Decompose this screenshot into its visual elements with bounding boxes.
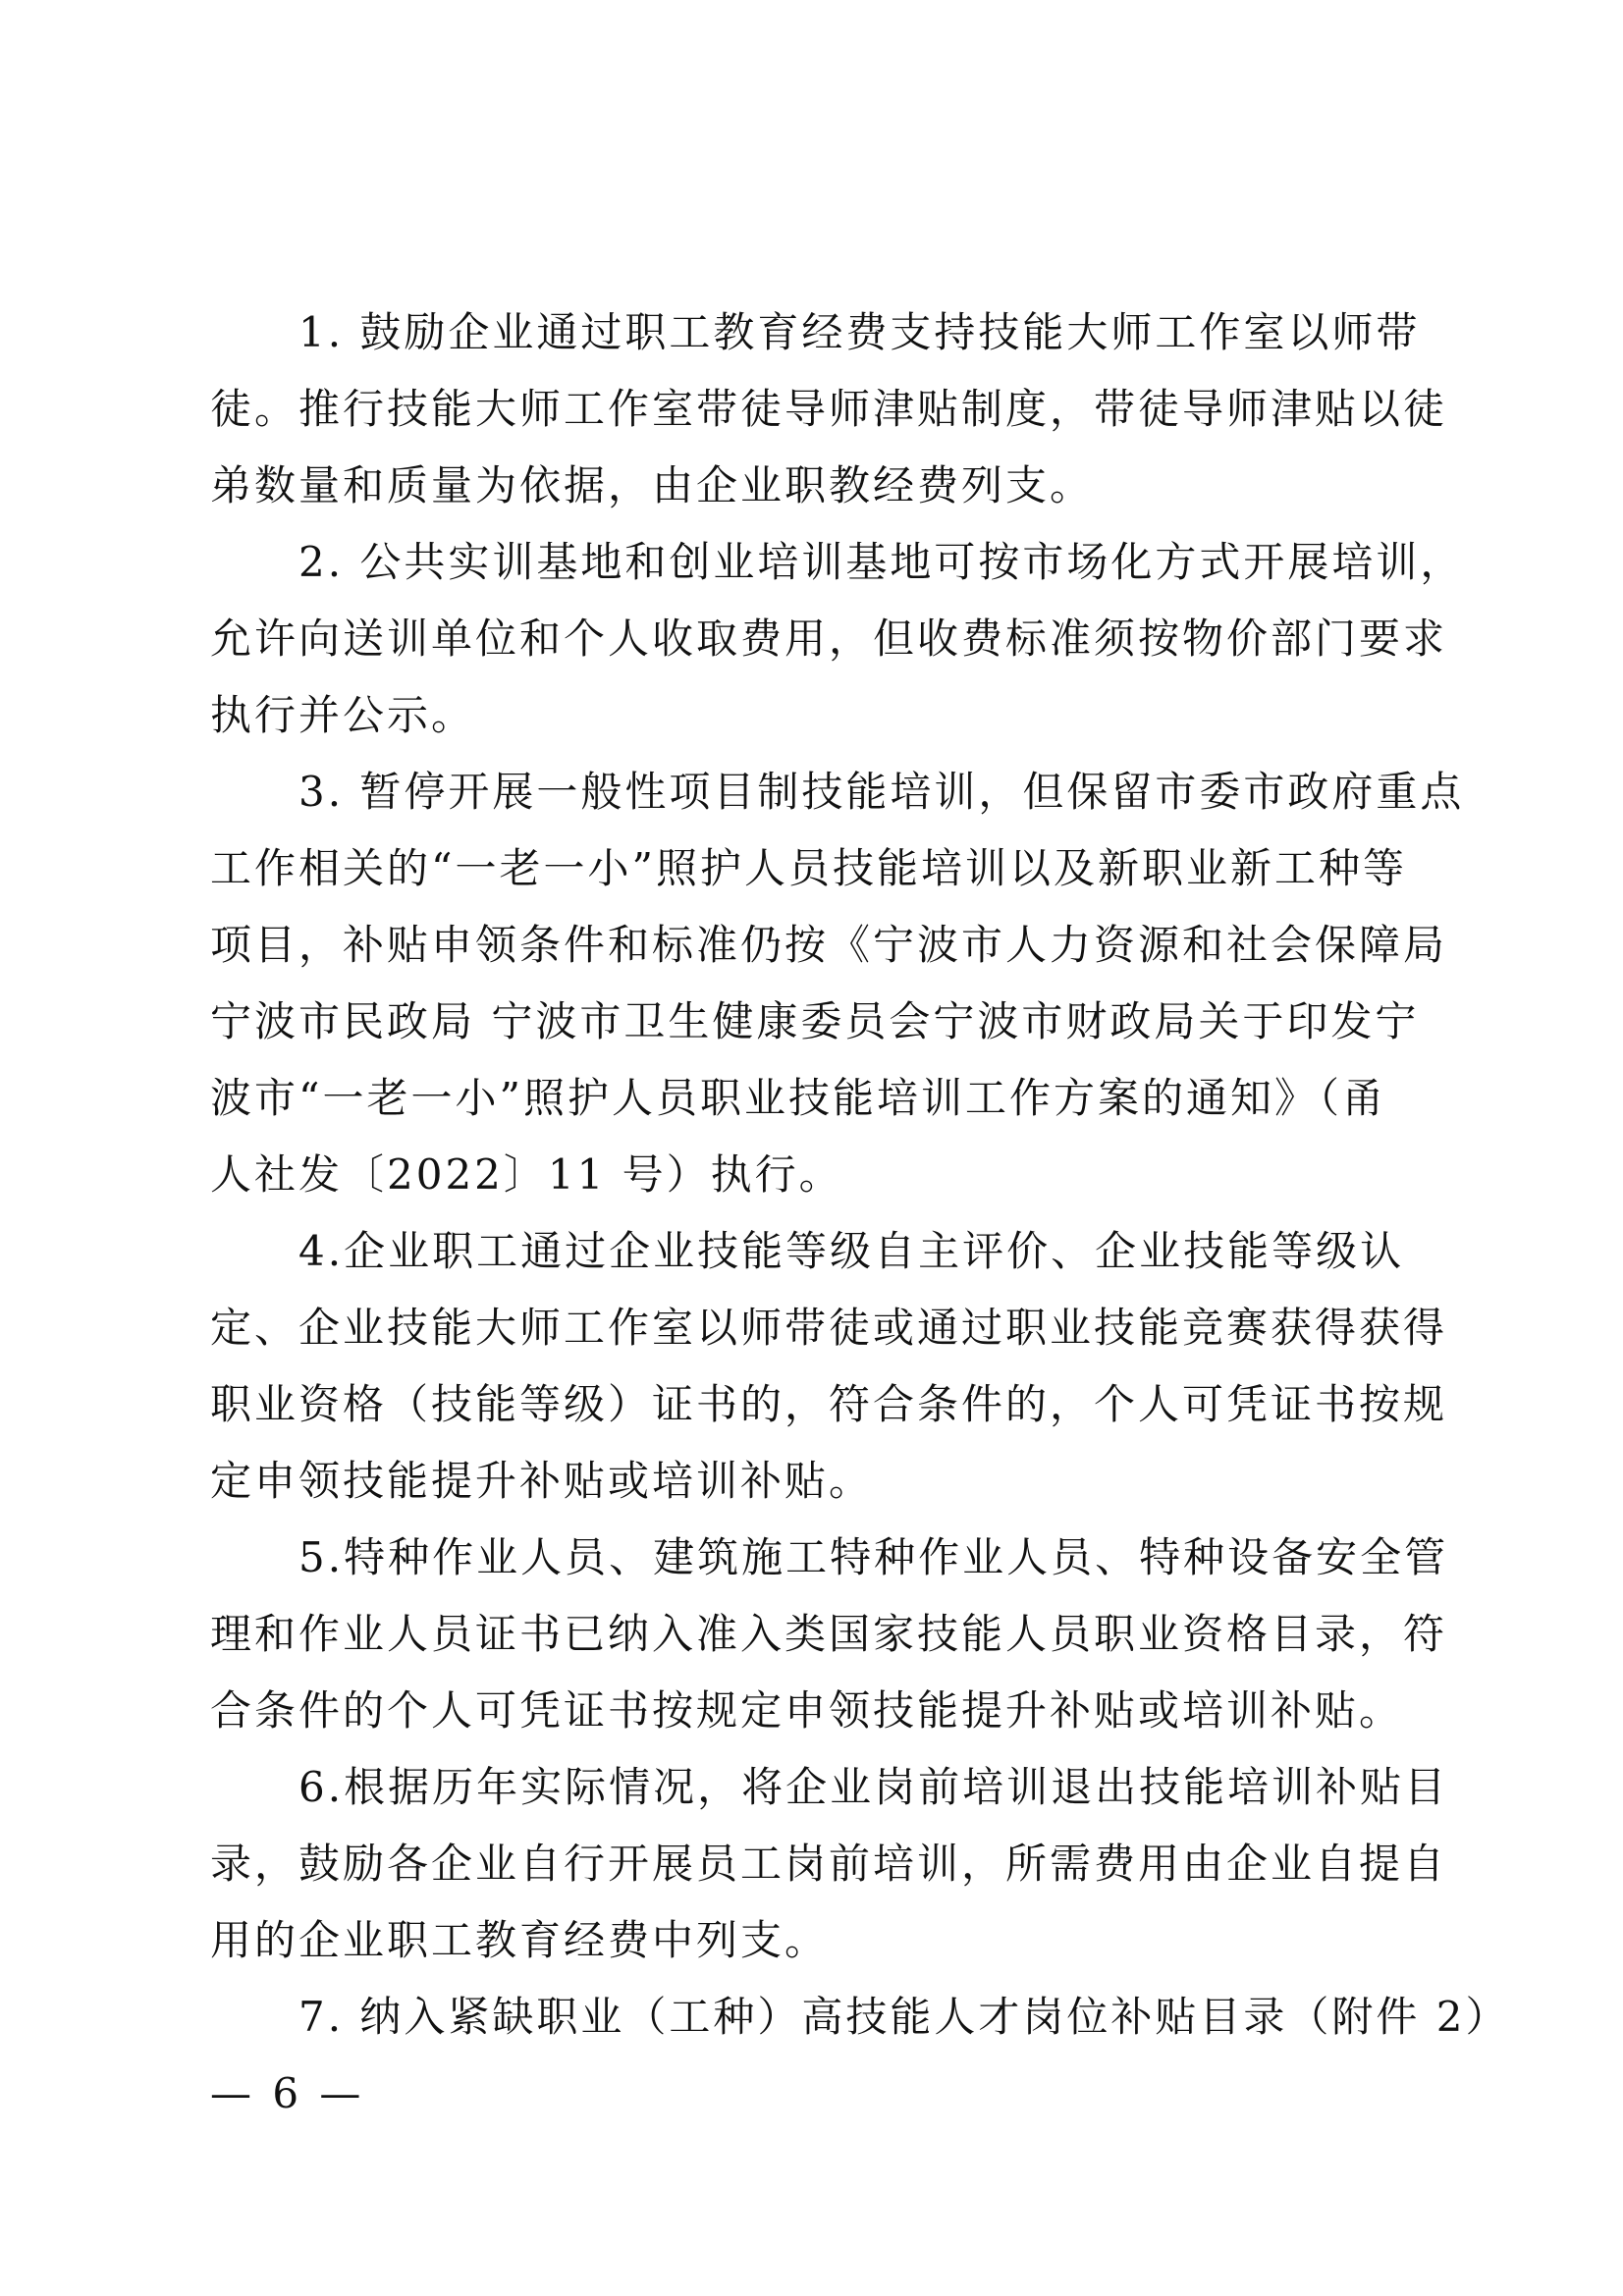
paragraph-line: 波市“一老一小”照护人员职业技能培训工作方案的通知》（甬: [210, 1074, 1386, 1122]
paragraph-line: 4.企业职工通过企业技能等级自主评价、企业技能等级认: [298, 1227, 1405, 1275]
paragraph-line: 用的企业职工教育经费中列支。: [210, 1916, 830, 1964]
paragraph-line: 1. 鼓励企业通过职工教育经费支持技能大师工作室以师带: [298, 308, 1421, 356]
paragraph-line: 弟数量和质量为依据，由企业职教经费列支。: [210, 461, 1095, 509]
document-body: [210, 294, 1510, 2056]
paragraph-5: [210, 1520, 1449, 1749]
paragraph-line: 工作相关的“一老一小”照护人员技能培训以及新职业新工种等: [210, 844, 1407, 892]
paragraph-7: [210, 1979, 1510, 2056]
paragraph-line: 7. 纳入紧缺职业（工种）高技能人才岗位补贴目录（附件 2）: [298, 1993, 1510, 2041]
paragraph-line: 徒。推行技能大师工作室带徒导师津贴制度，带徒导师津贴以徒: [210, 385, 1448, 433]
page-number: — 6 —: [210, 2069, 365, 2117]
paragraph-line: 项目，补贴申领条件和标准仍按《宁波市人力资源和社会保障局: [210, 921, 1448, 969]
paragraph-line: 定申领技能提升补贴或培训补贴。: [210, 1457, 874, 1505]
paragraph-line: 宁波市民政局 宁波市卫生健康委员会宁波市财政局关于印发宁: [210, 997, 1420, 1045]
paragraph-line: 3. 暂停开展一般性项目制技能培训，但保留市委市政府重点: [298, 768, 1465, 816]
paragraph-line: 允许向送训单位和个人收取费用，但收费标准须按物价部门要求: [210, 614, 1448, 663]
paragraph-line: 5.特种作业人员、建筑施工特种作业人员、特种设备安全管: [298, 1533, 1449, 1581]
paragraph-3: [210, 754, 1465, 1213]
paragraph-4: [210, 1213, 1448, 1520]
paragraph-line: 合条件的个人可凭证书按规定申领技能提升补贴或培训补贴。: [210, 1686, 1404, 1735]
paragraph-line: 2. 公共实训基地和创业培训基地可按市场化方式开展培训，: [298, 538, 1465, 586]
paragraph-line: 6.根据历年实际情况，将企业岗前培训退出技能培训补贴目: [298, 1763, 1449, 1811]
paragraph-6: [210, 1749, 1449, 1979]
paragraph-line: 定、企业技能大师工作室以师带徒或通过职业技能竞赛获得获得: [210, 1304, 1448, 1352]
paragraph-line: 执行并公示。: [210, 691, 476, 739]
paragraph-line: 职业资格（技能等级）证书的，符合条件的，个人可凭证书按规: [210, 1380, 1448, 1428]
paragraph-line: 录，鼓励各企业自行开展员工岗前培训，所需费用由企业自提自: [210, 1840, 1448, 1888]
paragraph-line: 人社发〔2022〕11 号）执行。: [210, 1150, 843, 1199]
paragraph-line: 理和作业人员证书已纳入准入类国家技能人员职业资格目录，符: [210, 1610, 1448, 1658]
paragraph-2: [210, 524, 1465, 754]
paragraph-1: [210, 294, 1448, 524]
